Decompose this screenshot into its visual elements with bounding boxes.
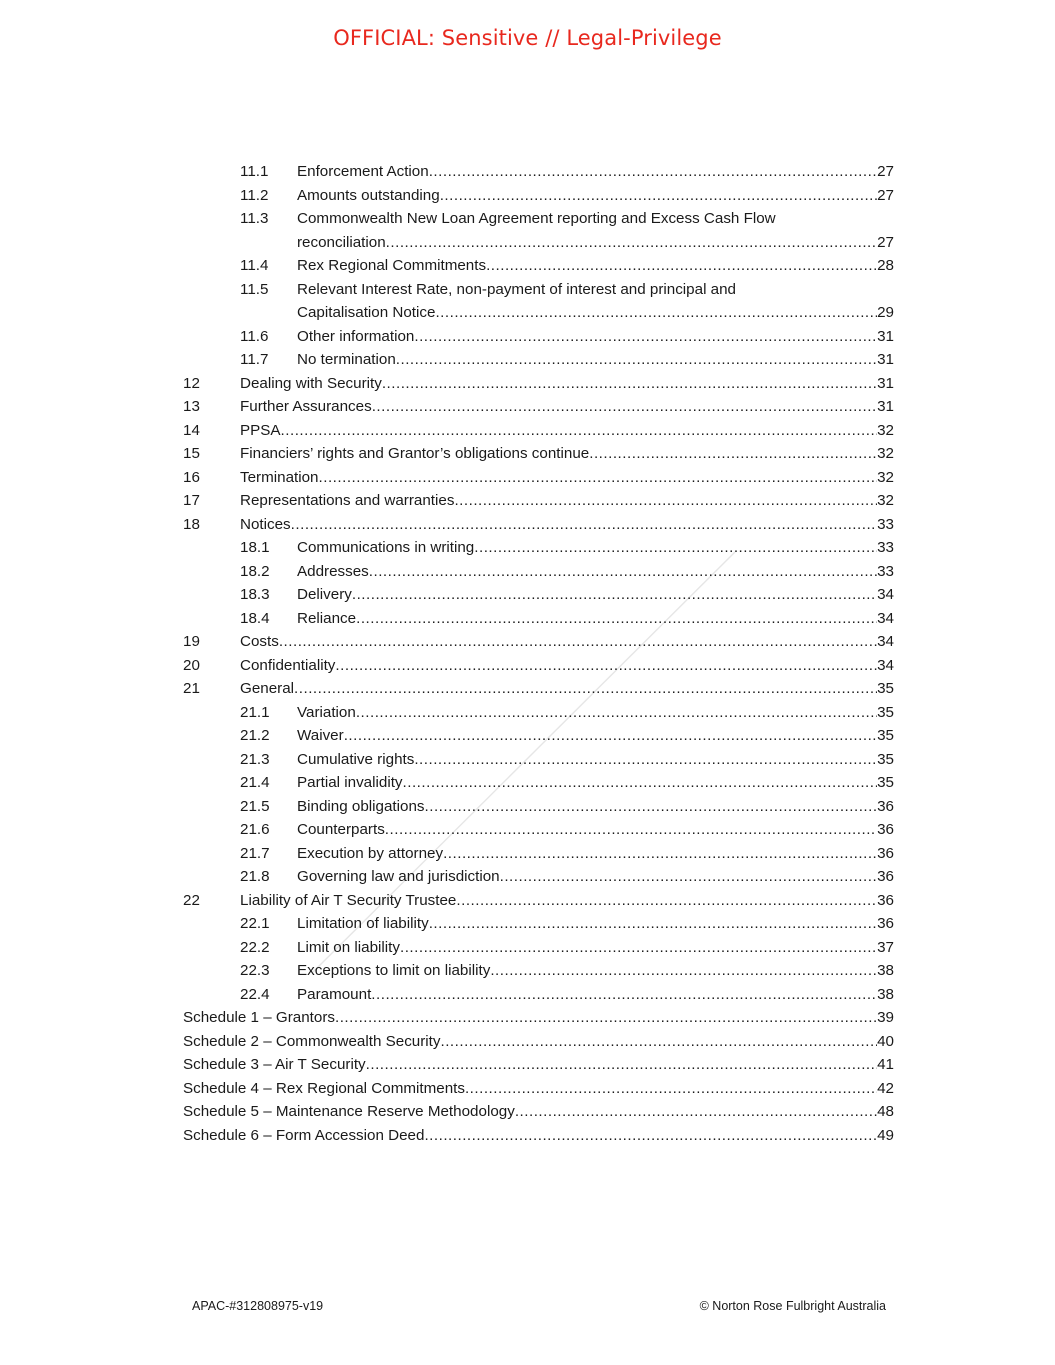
dot-leader	[372, 395, 877, 419]
toc-entry-page: 29	[877, 304, 894, 321]
toc-entry-page: 34	[877, 586, 894, 603]
toc-entry-number: 12	[183, 374, 200, 392]
toc-entry-line	[240, 442, 894, 466]
toc-entry-title: Reliance	[297, 609, 357, 627]
toc-entry-number: 16	[183, 468, 200, 486]
toc-entry[interactable]	[183, 607, 894, 631]
toc-entry-line	[297, 842, 894, 866]
toc-entry-line	[297, 983, 894, 1007]
toc-entry-line	[240, 677, 894, 701]
toc-entry-line	[183, 1100, 894, 1124]
dot-leader	[382, 372, 877, 396]
toc-entry-page: 36	[877, 891, 894, 909]
dot-leader	[344, 724, 877, 748]
dot-leader	[294, 677, 877, 701]
toc-entry-page: 27	[877, 186, 894, 204]
toc-entry-title: Confidentiality	[240, 656, 336, 674]
toc-entry-page: 31	[877, 374, 894, 392]
toc-entry-title: Counterparts	[297, 821, 385, 838]
toc-entry[interactable]	[183, 278, 894, 325]
toc-entry-number: 21.2	[240, 727, 270, 744]
toc-entry[interactable]	[183, 372, 894, 396]
toc-entry[interactable]	[183, 348, 894, 372]
toc-entry[interactable]	[183, 865, 894, 889]
toc-entry[interactable]	[183, 160, 894, 184]
dot-leader	[440, 1030, 877, 1054]
toc-entry-page: 42	[877, 1079, 894, 1097]
dot-leader	[403, 771, 878, 795]
toc-entry-title: Delivery	[297, 586, 352, 603]
toc-entry-line	[240, 889, 894, 913]
toc-entry[interactable]	[183, 1100, 894, 1124]
toc-entry-line	[297, 607, 894, 631]
toc-entry-page: 31	[877, 398, 894, 415]
toc-entry-line	[240, 513, 894, 537]
toc-entry-line	[297, 301, 894, 325]
toc-entry-number: 21.8	[240, 868, 270, 885]
toc-entry-title: Cumulative rights	[297, 750, 415, 768]
toc-entry-title: Capitalisation Notice	[297, 304, 436, 321]
toc-entry[interactable]	[183, 983, 894, 1007]
toc-entry-title: reconciliation	[297, 233, 386, 251]
dot-leader	[352, 583, 877, 607]
toc-entry-page: 32	[877, 421, 894, 439]
toc-entry-page: 32	[877, 445, 894, 462]
toc-entry-number: 19	[183, 633, 200, 650]
toc-entry[interactable]	[183, 677, 894, 701]
toc-entry-line	[297, 583, 894, 607]
toc-entry-number: 11.1	[240, 163, 269, 180]
dot-leader	[414, 748, 877, 772]
toc-entry-line	[183, 1053, 894, 1077]
toc-entry[interactable]	[183, 513, 894, 537]
toc-entry-title: Binding obligations	[297, 797, 425, 815]
toc-entry-page: 36	[877, 844, 894, 862]
toc-entry[interactable]	[183, 959, 894, 983]
toc-entry-page: 34	[877, 609, 894, 627]
toc-entry-title: Schedule 5 – Maintenance Reserve Methodology	[183, 1103, 515, 1120]
toc-entry-line	[297, 701, 894, 725]
copyright-notice: © Norton Rose Fulbright Australia	[699, 1299, 886, 1313]
toc-entry[interactable]	[183, 654, 894, 678]
dot-leader	[414, 325, 877, 349]
toc-entry-title: Other information	[297, 327, 415, 345]
toc-entry-page: 31	[877, 351, 894, 368]
toc-entry-title: Limit on liability	[297, 938, 400, 956]
toc-entry-number: 22.4	[240, 985, 270, 1003]
toc-entry-number: 21.4	[240, 774, 270, 791]
dot-leader	[474, 536, 877, 560]
dot-leader	[291, 513, 877, 537]
toc-entry-number: 17	[183, 492, 200, 509]
dot-leader	[429, 912, 877, 936]
toc-entry-line	[297, 936, 894, 960]
toc-entry-line	[297, 231, 894, 255]
toc-entry-page: 49	[877, 1126, 894, 1144]
toc-entry-line	[240, 630, 894, 654]
toc-entry[interactable]	[183, 1030, 894, 1054]
classification-banner: OFFICIAL: Sensitive // Legal-Privilege	[333, 26, 722, 50]
dot-leader	[440, 184, 877, 208]
dot-leader	[443, 842, 877, 866]
toc-entry-number: 21.5	[240, 797, 270, 815]
toc-entry[interactable]	[183, 748, 894, 772]
toc-entry-number: 21.6	[240, 821, 270, 838]
toc-entry-page: 33	[877, 562, 894, 580]
toc-entry[interactable]	[183, 1124, 894, 1148]
toc-entry-number: 21	[183, 680, 200, 697]
toc-entry-title-line1: Commonwealth New Loan Agreement reporting and Excess Cash Flow	[297, 210, 776, 227]
toc-entry-number: 21.7	[240, 844, 270, 862]
toc-entry-number: 11.4	[240, 257, 269, 274]
toc-entry-number: 11.7	[240, 351, 269, 368]
toc-entry[interactable]	[183, 325, 894, 349]
toc-entry-title: Costs	[240, 633, 279, 650]
dot-leader	[486, 254, 877, 278]
toc-entry-page: 31	[877, 327, 894, 345]
dot-leader	[369, 560, 877, 584]
dot-leader	[424, 1124, 877, 1148]
dot-leader	[490, 959, 877, 983]
toc-entry-page: 35	[877, 727, 894, 744]
toc-entry-page: 35	[877, 680, 894, 697]
dot-leader	[515, 1100, 877, 1124]
toc-entry-number: 22.1	[240, 915, 270, 932]
toc-entry-line	[240, 372, 894, 396]
toc-entry-title: Schedule 4 – Rex Regional Commitments	[183, 1079, 465, 1097]
toc-entry-number: 11.3	[240, 210, 269, 227]
toc-entry-title: Notices	[240, 515, 291, 533]
toc-entry-number: 18	[183, 515, 200, 533]
toc-entry-title: Governing law and jurisdiction	[297, 868, 500, 885]
toc-entry-number: 22	[183, 891, 200, 909]
toc-entry-title: Schedule 3 – Air T Security	[183, 1056, 366, 1073]
toc-entry-number: 21.1	[240, 703, 270, 721]
toc-entry-title: General	[240, 680, 295, 697]
toc-entry-page: 36	[877, 821, 894, 838]
toc-entry-title: Dealing with Security	[240, 374, 382, 392]
toc-entry-line	[297, 254, 894, 278]
toc-entry[interactable]	[183, 442, 894, 466]
toc-entry-title: Rex Regional Commitments	[297, 257, 487, 274]
toc-entry-page: 35	[877, 774, 894, 791]
toc-entry-title: Communications in writing	[297, 539, 475, 556]
toc-entry[interactable]	[183, 842, 894, 866]
toc-entry-title: Limitation of liability	[297, 915, 429, 932]
toc-entry[interactable]	[183, 936, 894, 960]
toc-entry-number: 18.3	[240, 586, 270, 603]
toc-entry-page: 36	[877, 868, 894, 885]
dot-leader	[281, 419, 878, 443]
table-of-contents	[183, 160, 894, 1147]
toc-entry-number: 18.2	[240, 562, 270, 580]
toc-entry-page: 34	[877, 633, 894, 650]
toc-entry-page: 32	[877, 468, 894, 486]
toc-entry[interactable]	[183, 184, 894, 208]
toc-entry-page: 37	[877, 938, 894, 956]
toc-entry-page: 35	[877, 703, 894, 721]
toc-entry[interactable]	[183, 583, 894, 607]
dot-leader	[356, 607, 877, 631]
toc-entry-page: 39	[877, 1009, 894, 1026]
toc-entry[interactable]	[183, 489, 894, 513]
dot-leader	[429, 160, 877, 184]
toc-entry-number: 11.6	[240, 327, 269, 345]
toc-entry-title: Liability of Air T Security Trustee	[240, 891, 457, 909]
dot-leader	[356, 701, 877, 725]
toc-entry[interactable]	[183, 912, 894, 936]
toc-entry-page: 28	[877, 257, 894, 274]
dot-leader	[500, 865, 877, 889]
toc-entry-line	[297, 795, 894, 819]
dot-leader	[386, 231, 877, 255]
toc-entry[interactable]	[183, 701, 894, 725]
toc-entry[interactable]	[183, 254, 894, 278]
toc-entry-number: 11.5	[240, 280, 269, 298]
toc-entry-page: 36	[877, 797, 894, 815]
toc-entry-page: 33	[877, 539, 894, 556]
toc-entry-page: 38	[877, 985, 894, 1003]
dot-leader	[335, 654, 877, 678]
toc-entry-line	[183, 1077, 894, 1101]
toc-entry-title: Further Assurances	[240, 398, 372, 415]
toc-entry-number: 21.3	[240, 750, 270, 768]
toc-entry-line	[297, 748, 894, 772]
toc-entry[interactable]	[183, 536, 894, 560]
toc-entry-page: 27	[877, 163, 894, 180]
toc-entry-number: 22.3	[240, 962, 270, 979]
toc-entry-line	[297, 560, 894, 584]
dot-leader	[400, 936, 877, 960]
toc-entry-title: Addresses	[297, 562, 369, 580]
toc-entry-number: 11.2	[240, 186, 269, 204]
toc-entry-number: 14	[183, 421, 200, 439]
toc-entry-page: 41	[877, 1056, 894, 1073]
toc-entry-line	[297, 325, 894, 349]
toc-entry-line	[297, 724, 894, 748]
toc-entry-line	[297, 771, 894, 795]
dot-leader	[279, 630, 877, 654]
dot-leader	[366, 1053, 877, 1077]
toc-entry-line	[240, 466, 894, 490]
toc-entry-line	[183, 1124, 894, 1148]
toc-entry-title: Schedule 6 – Form Accession Deed	[183, 1126, 425, 1144]
dot-leader	[425, 795, 878, 819]
toc-entry-title: Execution by attorney	[297, 844, 444, 862]
toc-entry-line	[297, 865, 894, 889]
toc-entry-title-line1: Relevant Interest Rate, non-payment of interest and principal and	[297, 280, 737, 298]
toc-entry-line	[297, 818, 894, 842]
toc-entry-page: 48	[877, 1103, 894, 1120]
toc-entry-line	[240, 654, 894, 678]
toc-entry-title: Variation	[297, 703, 356, 721]
toc-entry-line	[240, 419, 894, 443]
toc-entry-line	[297, 184, 894, 208]
toc-entry-title: PPSA	[240, 421, 281, 439]
toc-entry[interactable]	[183, 419, 894, 443]
toc-entry-page: 40	[877, 1032, 894, 1050]
toc-entry[interactable]	[183, 1006, 894, 1030]
toc-entry[interactable]	[183, 818, 894, 842]
dot-leader	[589, 442, 877, 466]
toc-entry[interactable]	[183, 889, 894, 913]
toc-entry-number: 18.4	[240, 609, 270, 627]
dot-leader	[385, 818, 877, 842]
toc-entry-page: 36	[877, 915, 894, 932]
toc-entry-title: Enforcement Action	[297, 163, 429, 180]
toc-entry[interactable]	[183, 1053, 894, 1077]
dot-leader	[456, 889, 877, 913]
toc-entry-page: 27	[877, 233, 894, 251]
toc-entry[interactable]	[183, 724, 894, 748]
dot-leader	[465, 1077, 877, 1101]
toc-entry[interactable]	[183, 795, 894, 819]
toc-entry[interactable]	[183, 1077, 894, 1101]
toc-entry-page: 32	[877, 492, 894, 509]
toc-entry-line	[183, 1006, 894, 1030]
dot-leader	[319, 466, 878, 490]
toc-entry-title: Paramount	[297, 985, 372, 1003]
toc-entry-number: 20	[183, 656, 200, 674]
toc-entry-line	[297, 912, 894, 936]
toc-entry-line	[297, 160, 894, 184]
toc-entry[interactable]	[183, 395, 894, 419]
toc-entry-number: 13	[183, 398, 200, 415]
toc-entry[interactable]	[183, 560, 894, 584]
toc-entry-title: Partial invalidity	[297, 774, 403, 791]
toc-entry-line	[297, 959, 894, 983]
toc-entry-number: 18.1	[240, 539, 270, 556]
dot-leader	[454, 489, 877, 513]
toc-entry-page: 38	[877, 962, 894, 979]
document-id: APAC-#312808975-v19	[192, 1299, 324, 1313]
toc-entry-number: 15	[183, 445, 200, 462]
toc-entry-line	[297, 348, 894, 372]
toc-entry-line	[297, 536, 894, 560]
toc-entry-title: Schedule 2 – Commonwealth Security	[183, 1032, 441, 1050]
toc-entry-page: 34	[877, 656, 894, 674]
toc-entry-title: Amounts outstanding	[297, 186, 440, 204]
toc-entry-title: Financiers’ rights and Grantor’s obligations continue	[240, 445, 590, 462]
toc-entry[interactable]	[183, 771, 894, 795]
dot-leader	[335, 1006, 877, 1030]
toc-entry-page: 35	[877, 750, 894, 768]
toc-entry-title: Schedule 1 – Grantors	[183, 1009, 335, 1026]
dot-leader	[371, 983, 877, 1007]
toc-entry-line	[240, 489, 894, 513]
toc-entry-number: 22.2	[240, 938, 270, 956]
toc-entry[interactable]	[183, 630, 894, 654]
toc-entry-title: Exceptions to limit on liability	[297, 962, 491, 979]
toc-entry[interactable]	[183, 207, 894, 254]
dot-leader	[435, 301, 877, 325]
toc-entry[interactable]	[183, 466, 894, 490]
toc-entry-title: Waiver	[297, 727, 344, 744]
dot-leader	[396, 348, 877, 372]
toc-entry-title: Representations and warranties	[240, 492, 455, 509]
toc-entry-title: No termination	[297, 351, 396, 368]
toc-entry-line	[240, 395, 894, 419]
toc-entry-page: 33	[877, 515, 894, 533]
toc-entry-title: Termination	[240, 468, 319, 486]
toc-entry-line	[183, 1030, 894, 1054]
